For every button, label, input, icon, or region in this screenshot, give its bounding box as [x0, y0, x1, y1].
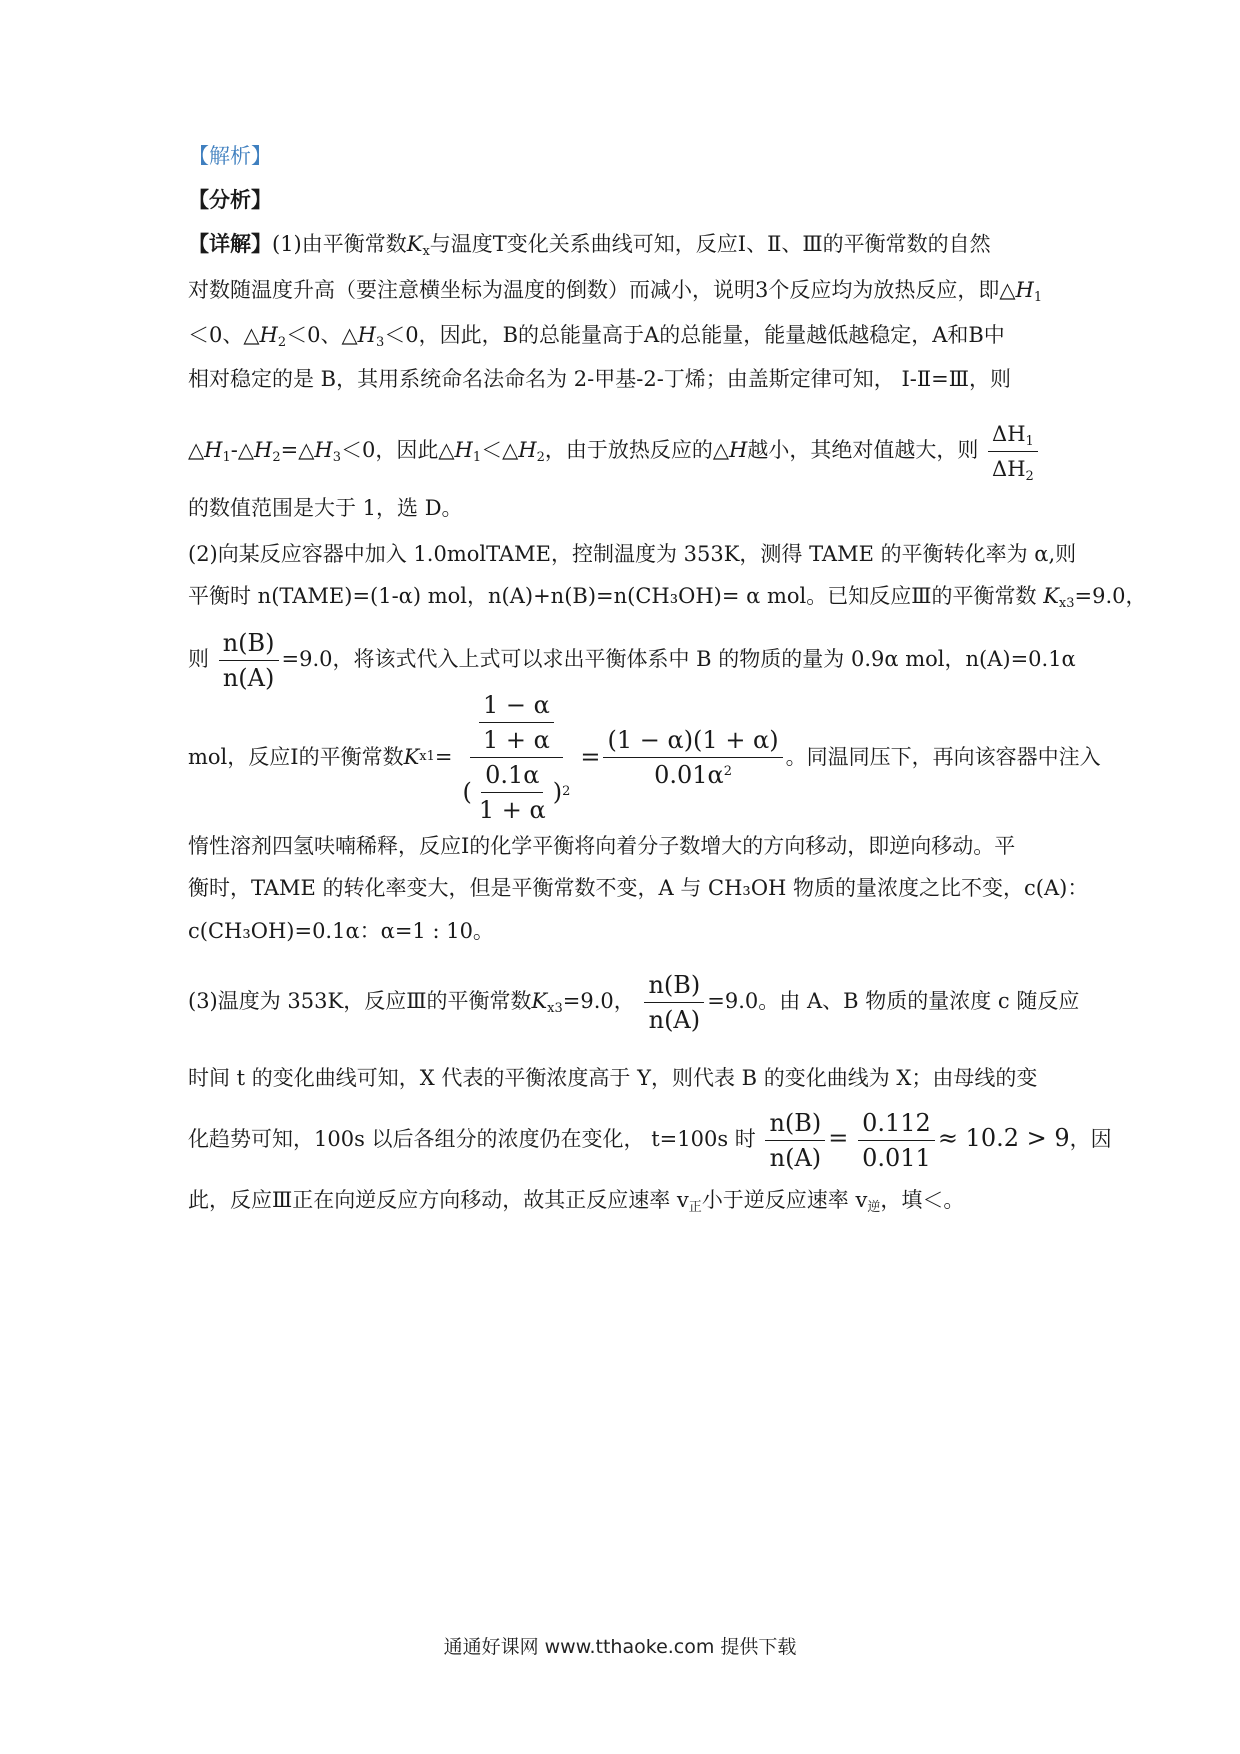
p1-line-1: 【详解】(1)由平衡常数$K_x$与温度T变化关系曲线可知，反应Ⅰ、Ⅱ、Ⅲ的平衡常数的自然 — [188, 231, 991, 259]
fraction-dh1-dh2: $\frac{\Delta H_1}{\Delta H_2}$ — [988, 419, 1038, 484]
p3-line-4: 此，反应Ⅲ正在向逆反应方向移动，故其正反应速率 $v_正$小于逆反应速率 $v_逆$，填＜。 — [188, 1188, 965, 1215]
p3-line-3: 化趋势可知，100s 以后各组分的浓度仍在变化， t=100s 时 $\frac{n(B)}{n(A)}$ = $\frac{0.112}{0.011}$ ≈ 10.2 > 9，因 — [188, 1109, 1112, 1172]
page-footer: 通通好课网 www.tthaoke.com 提供下载 — [443, 1636, 797, 1658]
p2-line-2: 平衡时 n(TAME)=(1-α) mol，n(A)+n(B)=n(CH₃OH)= α mol。已知反应Ⅲ的平衡常数 $K_{x3}=9.0$， — [188, 584, 1147, 611]
p3-line-1: (3)温度为 353K，反应Ⅲ的平衡常数$K_{x3}=9.0$， $\frac{n(B)}{n(A)}$ =9.0。由 A、B 物质的量浓度 c 随反应 — [188, 971, 1080, 1034]
p2-line-4-kx1: mol，反应Ⅰ的平衡常数 K x1 = $\frac{1 - \alpha}{1 + \alpha}$ ( $\frac{0.1\alpha}{1 + \alpha}$ ) 2 = $\frac{(1 - \alpha)(1 + \alpha)}{0.01\alpha^2}$ 。同温同压下，再向该容器中注入 — [188, 690, 1101, 824]
p2-line-1: (2)向某反应容器中加入 1.0molTAME，控制温度为 353K，测得 TAME 的平衡转化率为 α,则 — [188, 542, 1077, 566]
kx1-nested-fraction: $\frac{1 - \alpha}{1 + \alpha}$ ( $\frac{0.1\alpha}{1 + \alpha}$ ) 2 — [462, 690, 571, 824]
p1-line-2: 对数随温度升高（要注意横坐标为温度的倒数）而减小，说明3个反应均为放热反应，即$\triangle H_1$ — [188, 278, 1043, 305]
p1-line-3: ＜0、$\triangle H_2<0$、$\triangle H_3<0$，因此，B的总能量高于A的总能量，能量越低越稳定，A和B中 — [188, 323, 1005, 350]
p2-line-7: c(CH₃OH)=0.1α：α=1 : 10。 — [188, 919, 494, 943]
p1-line-4: 相对稳定的是 B，其用系统命名法命名为 2-甲基-2-丁烯；由盖斯定律可知， Ⅰ-Ⅱ=Ⅲ，则 — [188, 367, 1011, 391]
p2-line-5: 惰性溶剂四氢呋喃稀释，反应Ⅰ的化学平衡将向着分子数增大的方向移动，即逆向移动。平 — [188, 834, 1016, 858]
section-heading-fenxi: 【分析】 — [188, 187, 272, 212]
p3-line-2: 时间 t 的变化曲线可知，X 代表的平衡浓度高于 Y，则代表 B 的变化曲线为 X；由母线的变 — [188, 1066, 1038, 1090]
p2-line-3: 则 $\frac{n(B)}{n(A)}$ =9.0，将该式代入上式可以求出平衡体系中 B 的物质的量为 0.9α mol，n(A)=0.1α — [188, 629, 1076, 692]
p3-fraction-nB-nA: $\frac{n(B)}{n(A)}$ — [644, 970, 704, 1035]
p1-line-6: 的数值范围是大于 1，选 D。 — [188, 496, 463, 520]
p3-fraction-nB-nA-2: $\frac{n(B)}{n(A)}$ — [765, 1108, 825, 1173]
p3-fraction-values: $\frac{0.112}{0.011}$ — [858, 1108, 935, 1173]
p2-line-6: 衡时，TAME 的转化率变大，但是平衡常数不变，A 与 CH₃OH 物质的量浓度之比不变，c(A)： — [188, 876, 1089, 900]
section-heading-jiexi: 【解析】 — [188, 144, 272, 168]
kx1-rhs-fraction: $\frac{(1 - \alpha)(1 + \alpha)}{0.01\alpha^2}$ — [603, 725, 782, 790]
fraction-nB-nA: $\frac{n(B)}{n(A)}$ — [219, 628, 279, 693]
p1-line-5: $\triangle H_1-\triangle H_2=\triangle H_3<0$，因此$\triangle H_1<\triangle H_2$，由于放热反应的△H越小，其绝对值越大，则 $\frac{\Delta H_1}{\Delta H_2}$ — [188, 418, 1054, 482]
section-heading-xiangjie: 【详解】 — [188, 231, 272, 256]
